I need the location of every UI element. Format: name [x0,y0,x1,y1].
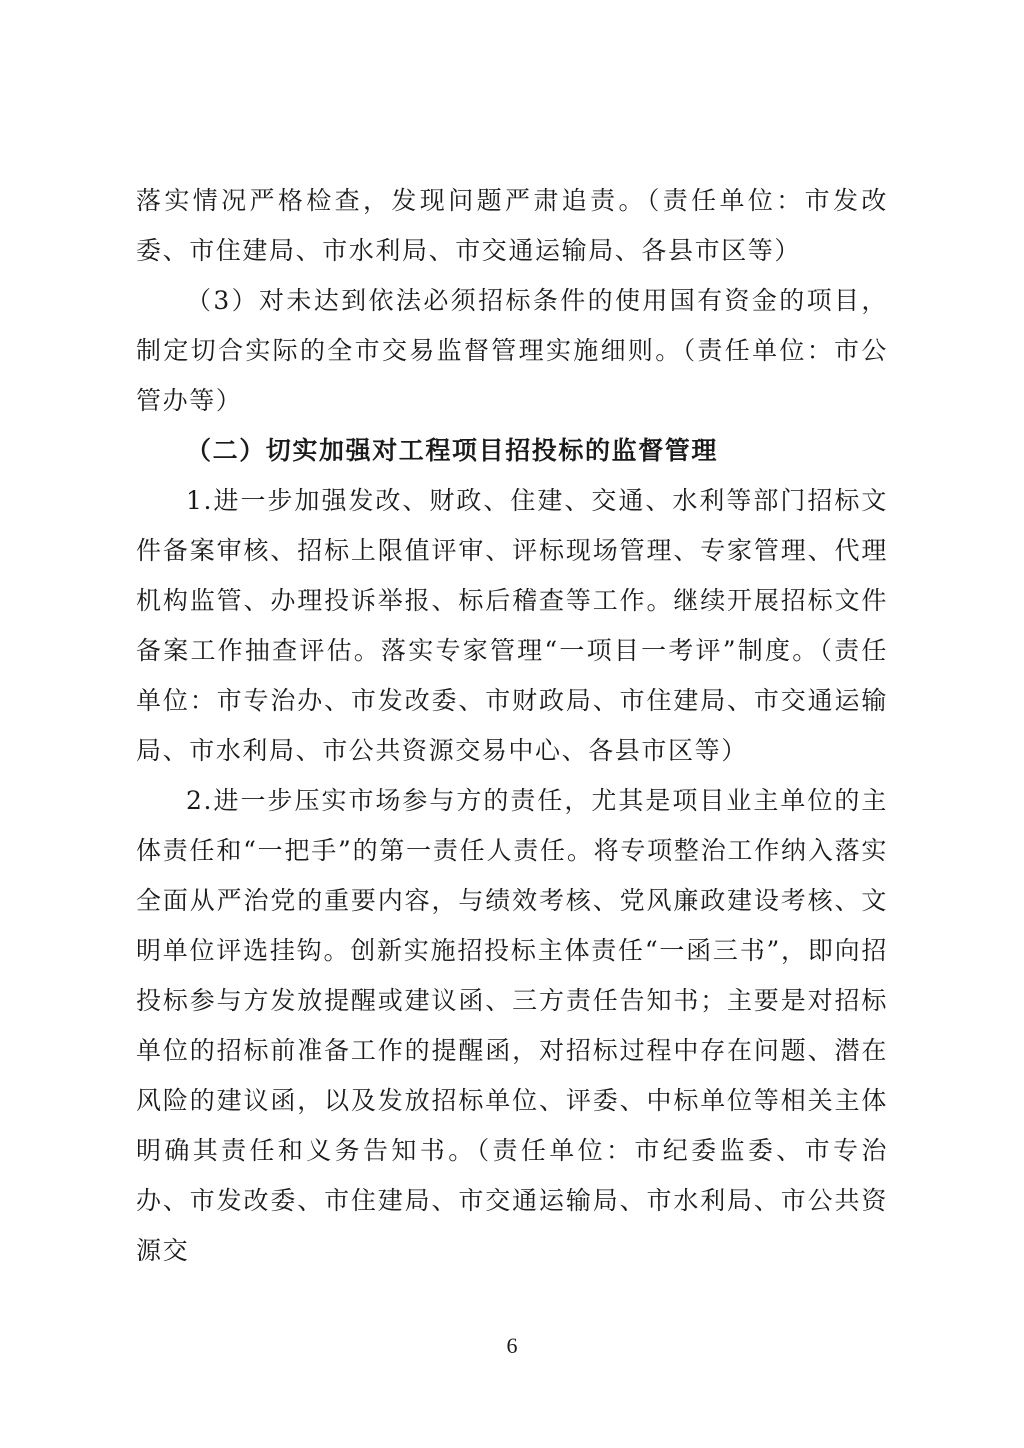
paragraph-item-1: 1.进一步加强发改、财政、住建、交通、水利等部门招标文件备案审核、招标上限值评审、评标现场管理、专家管理、代理机构监管、办理投诉举报、标后稽查等工作。继续开展招标文件备案工作抽查评估。落实专家管理“一项目一考评”制度。（责任单位：市专治办、市发改委、市财政局、市住建局、市交通运输局、市水利局、市公共资源交易中心、各县市区等） [136,486,888,765]
paragraph-continuation: 落实情况严格检查，发现问题严肃追责。（责任单位：市发改委、市住建局、市水利局、市交通运输局、各县市区等） [136,186,888,265]
paragraph-item-3: （3）对未达到依法必须招标条件的使用国有资金的项目，制定切合实际的全市交易监督管理实施细则。（责任单位：市公管办等） [136,286,888,415]
paragraph-item-2: 2.进一步压实市场参与方的责任，尤其是项目业主单位的主体责任和“一把手”的第一责任人责任。将专项整治工作纳入落实全面从严治党的重要内容，与绩效考核、党风廉政建设考核、文明单位评选挂钩。创新实施招投标主体责任“一函三书”，即向招投标参与方发放提醒或建议函、三方责任告知书；主要是对招标单位的招标前准备工作的提醒函，对招标过程中存在问题、潜在风险的建议函，以及发放招标单位、评委、中标单位等相关主体明确其责任和义务告知书。（责任单位：市纪委监委、市专治办、市发改委、市住建局、市交通运输局、市水利局、市公共资源交 [136,786,888,1265]
document-body [136,176,888,1276]
section-heading-2: （二）切实加强对工程项目招投标的监督管理 [186,436,719,465]
page-number: 6 [506,1333,518,1358]
